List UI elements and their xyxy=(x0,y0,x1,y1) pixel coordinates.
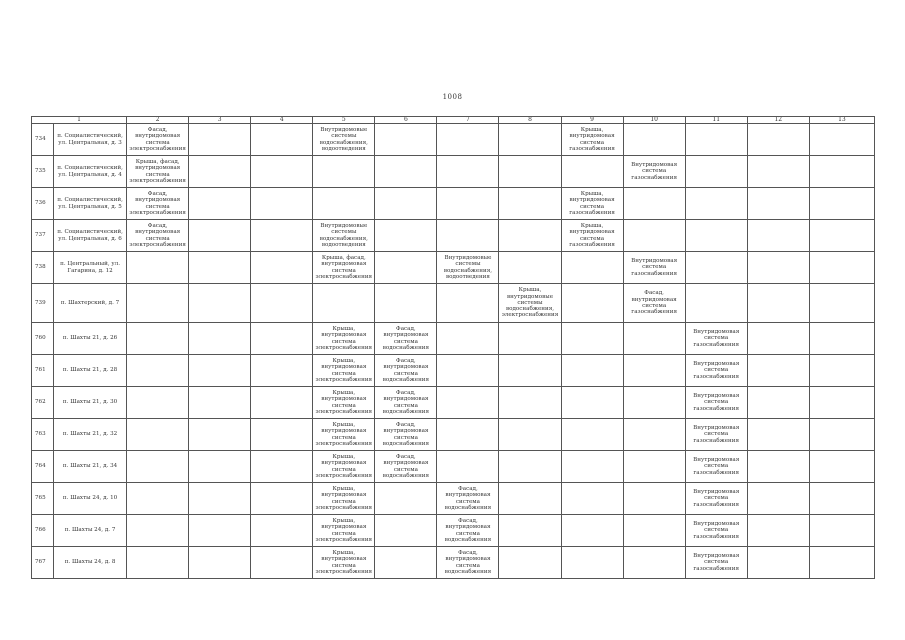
work-cell: Крыша, внутридомовая система электроснабжения xyxy=(313,547,375,579)
address-cell: п. Шахты 21, д. 26 xyxy=(54,323,127,355)
work-cell xyxy=(809,515,874,547)
work-cell xyxy=(747,156,809,188)
work-cell xyxy=(189,483,251,515)
work-cell xyxy=(623,387,685,419)
work-cell xyxy=(251,451,313,483)
work-cell xyxy=(623,483,685,515)
work-cell xyxy=(127,252,189,284)
work-cell: Фасад, внутридомовая система газоснабжения xyxy=(623,284,685,323)
work-cell xyxy=(375,220,437,252)
work-cell: Внутридомовая система газоснабжения xyxy=(623,252,685,284)
work-cell xyxy=(561,515,623,547)
address-cell: п. Социалистический, ул. Центральная, д. 5 xyxy=(54,188,127,220)
work-cell xyxy=(499,156,561,188)
work-cell xyxy=(499,188,561,220)
work-cell: Фасад, внутридомовая система электроснабжения xyxy=(127,124,189,156)
work-cell xyxy=(437,284,499,323)
table-row xyxy=(32,387,875,419)
work-cell xyxy=(747,451,809,483)
work-cell xyxy=(561,419,623,451)
work-cell xyxy=(809,419,874,451)
work-cell xyxy=(561,451,623,483)
table-row xyxy=(32,419,875,451)
work-cell xyxy=(251,323,313,355)
work-cell: Крыша, внутридомовая система электроснабжения xyxy=(313,419,375,451)
work-cell xyxy=(375,252,437,284)
work-cell: Фасад, внутридомовая система электроснабжения xyxy=(127,188,189,220)
address-cell: п. Социалистический, ул. Центральная, д. 6 xyxy=(54,220,127,252)
work-cell xyxy=(127,387,189,419)
work-cell xyxy=(685,156,747,188)
work-cell xyxy=(189,355,251,387)
address-cell: п. Шахты 24, д. 10 xyxy=(54,483,127,515)
work-cell xyxy=(747,355,809,387)
work-cell xyxy=(127,323,189,355)
column-header-row xyxy=(32,117,875,124)
work-cell xyxy=(375,156,437,188)
column-header: 9 xyxy=(561,117,623,124)
work-cell xyxy=(623,419,685,451)
work-cell: Внутридомовые системы водоснабжения, водоотведения xyxy=(313,124,375,156)
row-number: 760 xyxy=(32,323,54,355)
table-row xyxy=(32,156,875,188)
work-cell xyxy=(251,387,313,419)
work-cell xyxy=(623,355,685,387)
row-number: 738 xyxy=(32,252,54,284)
table-row xyxy=(32,284,875,323)
work-cell xyxy=(623,515,685,547)
work-cell xyxy=(127,483,189,515)
work-cell: Фасад, внутридомовая система водоснабжения xyxy=(437,515,499,547)
work-cell: Крыша, внутридомовая система газоснабжения xyxy=(561,188,623,220)
work-cell: Внутридомовая система газоснабжения xyxy=(685,387,747,419)
row-number: 737 xyxy=(32,220,54,252)
work-cell: Крыша, внутридомовая система газоснабжения xyxy=(561,124,623,156)
column-header: 2 xyxy=(127,117,189,124)
work-cell xyxy=(127,419,189,451)
work-cell: Внутридомовая система газоснабжения xyxy=(685,515,747,547)
work-cell xyxy=(747,252,809,284)
work-cell xyxy=(747,547,809,579)
work-cell xyxy=(809,323,874,355)
work-cell xyxy=(747,220,809,252)
work-cell: Крыша, внутридомовая система электроснабжения xyxy=(313,387,375,419)
work-cell xyxy=(809,284,874,323)
work-cell xyxy=(251,284,313,323)
work-cell xyxy=(499,252,561,284)
work-cell xyxy=(189,323,251,355)
work-cell xyxy=(189,515,251,547)
work-cell xyxy=(313,284,375,323)
column-header: 12 xyxy=(747,117,809,124)
table-row xyxy=(32,515,875,547)
work-cell xyxy=(437,124,499,156)
address-cell: п. Социалистический, ул. Центральная, д. 3 xyxy=(54,124,127,156)
work-cell xyxy=(251,220,313,252)
work-cell xyxy=(747,124,809,156)
work-cell: Внутридомовые системы водоснабжения, водоотведения xyxy=(437,252,499,284)
work-cell xyxy=(499,483,561,515)
work-cell: Фасад, внутридомовая система водоснабжения xyxy=(375,387,437,419)
table-row xyxy=(32,124,875,156)
column-header: 3 xyxy=(189,117,251,124)
column-header: 7 xyxy=(437,117,499,124)
work-cell: Крыша, внутридомовая система электроснабжения xyxy=(313,451,375,483)
column-header: 6 xyxy=(375,117,437,124)
work-cell xyxy=(251,252,313,284)
address-cell: п. Социалистический, ул. Центральная, д. 4 xyxy=(54,156,127,188)
row-number: 761 xyxy=(32,355,54,387)
row-number: 762 xyxy=(32,387,54,419)
address-cell: п. Шахтерский, д. 7 xyxy=(54,284,127,323)
work-cell xyxy=(437,419,499,451)
repair-schedule-table xyxy=(31,116,875,579)
address-cell: п. Шахты 21, д. 32 xyxy=(54,419,127,451)
work-cell xyxy=(251,515,313,547)
work-cell xyxy=(251,355,313,387)
work-cell: Фасад, внутридомовая система водоснабжения xyxy=(375,451,437,483)
work-cell xyxy=(251,419,313,451)
column-header: 8 xyxy=(499,117,561,124)
work-cell xyxy=(809,451,874,483)
work-cell xyxy=(251,188,313,220)
work-cell: Фасад, внутридомовая система водоснабжения xyxy=(437,483,499,515)
work-cell xyxy=(561,387,623,419)
work-cell xyxy=(561,156,623,188)
table-row xyxy=(32,252,875,284)
work-cell xyxy=(127,547,189,579)
work-cell xyxy=(809,188,874,220)
table-row xyxy=(32,451,875,483)
work-cell xyxy=(437,188,499,220)
work-cell xyxy=(189,124,251,156)
work-cell xyxy=(437,355,499,387)
column-header: 11 xyxy=(685,117,747,124)
work-cell xyxy=(127,451,189,483)
work-cell: Фасад, внутридомовая система водоснабжения xyxy=(375,419,437,451)
work-cell xyxy=(561,547,623,579)
work-cell: Крыша, внутридомовая система электроснабжения xyxy=(313,355,375,387)
work-cell xyxy=(251,547,313,579)
work-cell xyxy=(809,355,874,387)
work-cell xyxy=(375,515,437,547)
work-cell: Крыша, фасад, внутридомовая система электроснабжения xyxy=(313,252,375,284)
work-cell: Внутридомовая система газоснабжения xyxy=(685,355,747,387)
work-cell xyxy=(375,547,437,579)
address-cell: п. Шахты 21, д. 30 xyxy=(54,387,127,419)
work-cell xyxy=(251,124,313,156)
work-cell xyxy=(747,284,809,323)
table-row xyxy=(32,355,875,387)
work-cell xyxy=(437,323,499,355)
work-cell: Фасад, внутридомовая система водоснабжения xyxy=(437,547,499,579)
work-cell: Внутридомовая система газоснабжения xyxy=(685,419,747,451)
address-cell: п. Шахты 24, д. 7 xyxy=(54,515,127,547)
work-cell: Внутридомовая система газоснабжения xyxy=(685,323,747,355)
work-cell: Фасад, внутридомовая система водоснабжения xyxy=(375,323,437,355)
row-number: 736 xyxy=(32,188,54,220)
column-header: 13 xyxy=(809,117,874,124)
work-cell xyxy=(437,387,499,419)
work-cell xyxy=(623,323,685,355)
row-number: 764 xyxy=(32,451,54,483)
work-cell xyxy=(809,124,874,156)
work-cell xyxy=(127,515,189,547)
row-number: 739 xyxy=(32,284,54,323)
work-cell xyxy=(127,284,189,323)
address-cell: п. Центральный, ул. Гагарина, д. 12 xyxy=(54,252,127,284)
work-cell xyxy=(809,387,874,419)
work-cell xyxy=(561,483,623,515)
work-cell xyxy=(499,355,561,387)
work-cell: Крыша, фасад, внутридомовая система электроснабжения xyxy=(127,156,189,188)
work-cell xyxy=(189,387,251,419)
work-cell xyxy=(189,547,251,579)
address-cell: п. Шахты 21, д. 34 xyxy=(54,451,127,483)
column-header: 4 xyxy=(251,117,313,124)
work-cell xyxy=(809,547,874,579)
work-cell xyxy=(189,451,251,483)
work-cell: Крыша, внутридомовая система электроснабжения xyxy=(313,323,375,355)
work-cell: Фасад, внутридомовая система водоснабжения xyxy=(375,355,437,387)
work-cell xyxy=(623,188,685,220)
work-cell xyxy=(499,124,561,156)
work-cell xyxy=(747,483,809,515)
address-cell: п. Шахты 21, д. 28 xyxy=(54,355,127,387)
work-cell xyxy=(437,220,499,252)
work-cell xyxy=(747,188,809,220)
work-cell xyxy=(189,188,251,220)
table-row xyxy=(32,323,875,355)
table-row xyxy=(32,547,875,579)
work-cell xyxy=(375,188,437,220)
row-number: 735 xyxy=(32,156,54,188)
work-cell: Внутридомовые системы водоснабжения, водоотведения xyxy=(313,220,375,252)
work-cell xyxy=(747,419,809,451)
column-header: 1 xyxy=(32,117,127,124)
work-cell: Внутридомовая система газоснабжения xyxy=(685,451,747,483)
page-number: 1008 xyxy=(442,93,463,101)
work-cell xyxy=(499,323,561,355)
work-cell xyxy=(499,387,561,419)
work-cell xyxy=(313,188,375,220)
work-cell xyxy=(809,252,874,284)
work-cell xyxy=(561,355,623,387)
work-cell xyxy=(685,284,747,323)
work-cell xyxy=(623,220,685,252)
work-cell xyxy=(251,156,313,188)
table-row xyxy=(32,483,875,515)
work-cell xyxy=(313,156,375,188)
work-cell xyxy=(747,323,809,355)
work-cell: Крыша, внутридомовая система электроснабжения xyxy=(313,515,375,547)
table-row xyxy=(32,220,875,252)
work-cell xyxy=(499,451,561,483)
address-cell: п. Шахты 24, д. 8 xyxy=(54,547,127,579)
work-cell: Внутридомовая система газоснабжения xyxy=(685,547,747,579)
work-cell: Фасад, внутридомовая система электроснабжения xyxy=(127,220,189,252)
column-header: 5 xyxy=(313,117,375,124)
column-header: 10 xyxy=(623,117,685,124)
work-cell xyxy=(561,323,623,355)
work-cell xyxy=(375,124,437,156)
work-cell xyxy=(189,220,251,252)
work-cell: Внутридомовая система газоснабжения xyxy=(623,156,685,188)
work-cell: Крыша, внутридомовая система газоснабжения xyxy=(561,220,623,252)
work-cell xyxy=(499,515,561,547)
work-cell xyxy=(127,355,189,387)
work-cell xyxy=(251,483,313,515)
row-number: 765 xyxy=(32,483,54,515)
work-cell xyxy=(623,451,685,483)
work-cell xyxy=(437,156,499,188)
work-cell xyxy=(375,483,437,515)
work-cell: Крыша, внутридомовые системы водоснабжения, электроснабжения xyxy=(499,284,561,323)
row-number: 734 xyxy=(32,124,54,156)
work-cell xyxy=(561,284,623,323)
work-cell xyxy=(809,156,874,188)
work-cell xyxy=(189,419,251,451)
table-row xyxy=(32,188,875,220)
work-cell xyxy=(623,547,685,579)
work-cell xyxy=(685,188,747,220)
work-cell xyxy=(189,156,251,188)
work-cell xyxy=(499,547,561,579)
work-cell xyxy=(809,483,874,515)
work-cell xyxy=(189,284,251,323)
work-cell: Крыша, внутридомовая система электроснабжения xyxy=(313,483,375,515)
work-cell xyxy=(189,252,251,284)
work-cell xyxy=(747,387,809,419)
work-cell xyxy=(623,124,685,156)
work-cell xyxy=(685,124,747,156)
work-cell xyxy=(561,252,623,284)
work-cell xyxy=(809,220,874,252)
work-cell: Внутридомовая система газоснабжения xyxy=(685,483,747,515)
work-cell xyxy=(499,220,561,252)
row-number: 767 xyxy=(32,547,54,579)
work-cell xyxy=(437,451,499,483)
row-number: 763 xyxy=(32,419,54,451)
work-cell xyxy=(375,284,437,323)
work-cell xyxy=(685,220,747,252)
row-number: 766 xyxy=(32,515,54,547)
work-cell xyxy=(747,515,809,547)
work-cell xyxy=(685,252,747,284)
work-cell xyxy=(499,419,561,451)
